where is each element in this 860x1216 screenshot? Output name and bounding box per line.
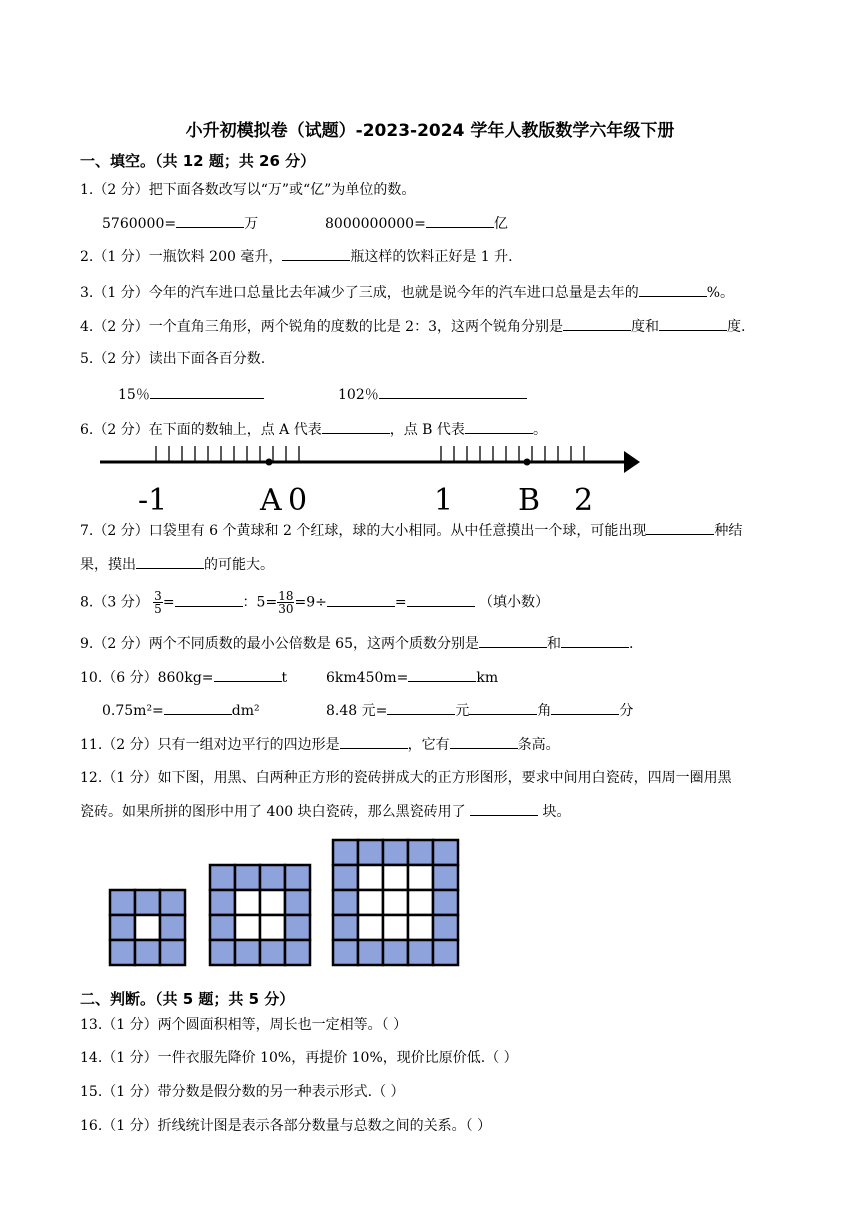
q2-post: 瓶这样的饮料正好是 1 升. — [350, 249, 513, 265]
blue-tile — [433, 915, 458, 940]
white-tile — [383, 915, 408, 940]
number-line — [96, 440, 656, 520]
q10-d-unit-yuan: 元 — [455, 703, 470, 719]
blue-tile — [333, 915, 358, 940]
label-two: 2 — [574, 483, 594, 518]
q3-post: %。 — [706, 285, 735, 301]
blue-tile — [285, 915, 310, 940]
blue-tile — [333, 865, 358, 890]
label-minus-one: -1 — [138, 483, 168, 518]
question-16: 16.（1 分）折线统计图是表示各部分数量与总数之间的关系。（ ） — [80, 1118, 492, 1134]
question-1-part-b — [325, 213, 508, 234]
question-10-part-b — [326, 667, 498, 688]
white-tile — [235, 890, 260, 915]
blue-tile — [433, 840, 458, 865]
blue-tile — [433, 890, 458, 915]
question-13: 13.（1 分）两个圆面积相等，周长也一定相等。（ ） — [80, 1017, 408, 1033]
label-one: 1 — [434, 483, 454, 518]
q9-pre: 9.（2 分）两个不同质数的最小公倍数是 65，这两个质数分别是 — [80, 636, 479, 652]
answer-blank[interactable] — [408, 667, 476, 682]
q11-post: 条高。 — [517, 737, 560, 753]
white-tile — [408, 890, 433, 915]
answer-blank[interactable] — [465, 419, 533, 434]
blue-tile — [260, 940, 285, 965]
blue-tile — [383, 840, 408, 865]
question-5-part-a — [118, 384, 264, 405]
blue-tile — [358, 940, 383, 965]
q11-mid: ，它有 — [407, 737, 450, 753]
blue-tile — [135, 940, 160, 965]
q5-a-text: 15％ — [118, 387, 150, 403]
answer-blank[interactable] — [164, 700, 232, 715]
q6-post: 。 — [532, 422, 547, 438]
q5-b-text: 102％ — [338, 387, 379, 403]
q4-mid: 度和 — [630, 319, 659, 335]
q10-d-unit-fen: 分 — [619, 703, 634, 719]
blue-tile — [408, 840, 433, 865]
question-10-part-a — [80, 667, 287, 688]
question-8 — [80, 590, 549, 615]
answer-blank[interactable] — [327, 592, 395, 607]
answer-blank[interactable] — [450, 734, 518, 749]
question-7-line-1 — [80, 520, 742, 541]
white-tile — [358, 865, 383, 890]
q3-pre: 3.（1 分）今年的汽车进口总量比去年减少了三成，也就是说今年的汽车进口总量是去年的 — [80, 285, 639, 301]
label-a: A — [260, 483, 282, 518]
q1-b-text: 8000000000= — [325, 216, 426, 232]
q10-b-unit: km — [476, 670, 499, 686]
blue-tile — [210, 865, 235, 890]
answer-blank[interactable] — [340, 734, 408, 749]
section-heading-fill: 一、填空。（共 12 题；共 26 分） — [80, 152, 316, 170]
fraction-denominator: 30 — [278, 602, 294, 616]
q10-c-text: 0.75m²= — [102, 703, 164, 719]
blue-tile — [160, 940, 185, 965]
white-tile — [383, 865, 408, 890]
answer-blank[interactable] — [479, 633, 547, 648]
q6-pre: 6.（2 分）在下面的数轴上，点 A 代表 — [80, 422, 322, 438]
question-7-line-2 — [80, 554, 274, 575]
fraction-numerator: 18 — [278, 589, 294, 603]
white-tile — [358, 915, 383, 940]
answer-blank[interactable] — [407, 592, 475, 607]
question-5-stem: 5.（2 分）读出下面各百分数. — [80, 351, 266, 367]
question-1-stem: 1.（2 分）把下面各数改写以“万”或“亿”为单位的数。 — [80, 182, 416, 198]
q8-div: =9÷ — [294, 594, 327, 611]
q7-pre: 7.（2 分）口袋里有 6 个黄球和 2 个红球，球的大小相同。从中任意摸出一个球，可能出现 — [80, 523, 647, 539]
q4-post: 度. — [726, 319, 746, 335]
q10-a-text: 10.（6 分）860kg= — [80, 670, 214, 686]
q10-a-unit: t — [281, 670, 288, 686]
blue-tile — [110, 915, 135, 940]
q12-post: 块。 — [538, 804, 571, 820]
question-10-part-c — [102, 700, 260, 721]
answer-blank[interactable] — [639, 282, 707, 297]
blue-tile — [333, 940, 358, 965]
blue-tile — [235, 865, 260, 890]
q8-eq2: = — [394, 594, 407, 611]
blue-tile — [135, 890, 160, 915]
q1-b-unit: 亿 — [493, 216, 508, 232]
white-tile — [408, 915, 433, 940]
blue-tile — [285, 890, 310, 915]
answer-blank[interactable] — [561, 633, 629, 648]
blue-tile — [358, 840, 383, 865]
question-12-line-2 — [80, 801, 571, 822]
tile-pattern-figures — [108, 838, 488, 974]
white-tile — [408, 865, 433, 890]
blue-tile — [285, 940, 310, 965]
blue-tile — [110, 940, 135, 965]
question-14: 14.（1 分）一件衣服先降价 10%，再提价 10%，现价比原价低.（ ） — [80, 1050, 518, 1066]
white-tile — [358, 890, 383, 915]
q1-a-unit: 万 — [244, 216, 259, 232]
answer-blank[interactable] — [322, 419, 390, 434]
q10-d-unit-jiao: 角 — [537, 703, 552, 719]
answer-blank[interactable] — [379, 384, 527, 399]
blue-tile — [110, 890, 135, 915]
question-10-part-d — [326, 700, 633, 721]
question-6 — [80, 419, 547, 440]
answer-blank[interactable] — [470, 801, 538, 816]
q1-a-text: 5760000= — [102, 216, 177, 232]
q7-line2-pre: 果，摸出 — [80, 557, 136, 573]
answer-blank[interactable] — [646, 520, 714, 535]
question-12-line-1: 12.（1 分）如下图，用黑、白两种正方形的瓷砖拼成大的正方形图形，要求中间用白瓷砖，四周一圈用黑 — [80, 770, 732, 786]
fraction-18-30 — [277, 590, 294, 615]
fraction-3-5 — [153, 590, 163, 615]
answer-blank[interactable] — [176, 213, 244, 228]
blue-tile — [333, 840, 358, 865]
question-3 — [80, 282, 734, 303]
blue-tile — [285, 865, 310, 890]
answer-blank[interactable] — [150, 384, 264, 399]
question-9 — [80, 633, 633, 654]
blue-tile — [433, 865, 458, 890]
answer-blank[interactable] — [551, 700, 619, 715]
answer-blank[interactable] — [136, 554, 204, 569]
q10-d-text: 8.48 元= — [326, 703, 388, 719]
blue-tile — [210, 915, 235, 940]
tick-marks — [156, 446, 584, 462]
question-2 — [80, 246, 513, 267]
question-11 — [80, 734, 560, 755]
label-b: B — [518, 483, 541, 518]
answer-blank[interactable] — [469, 700, 537, 715]
fraction-denominator: 5 — [154, 602, 162, 616]
answer-blank[interactable] — [214, 667, 282, 682]
white-tile — [135, 915, 160, 940]
number-line-arrow — [624, 451, 640, 473]
answer-blank[interactable] — [426, 213, 494, 228]
blue-tile — [160, 890, 185, 915]
blue-tile — [210, 940, 235, 965]
answer-blank[interactable] — [563, 316, 631, 331]
label-zero: 0 — [288, 483, 308, 518]
blue-tile — [260, 865, 285, 890]
q8-colon: ：5= — [242, 594, 278, 611]
point-b — [524, 459, 531, 466]
section-heading-judge: 二、判断。（共 5 题；共 5 分） — [80, 990, 295, 1008]
q8-pre: 8.（3 分） — [80, 594, 149, 611]
white-tile — [383, 890, 408, 915]
q10-c-unit: dm² — [231, 703, 260, 719]
question-1-part-a — [102, 213, 258, 234]
question-4 — [80, 316, 745, 337]
blue-tile — [160, 915, 185, 940]
blue-tile — [433, 940, 458, 965]
q7-mid: 种结 — [714, 523, 743, 539]
blue-tile — [235, 940, 260, 965]
q9-post: . — [628, 636, 634, 652]
page-title: 小升初模拟卷（试题）-2023-2024 学年人教版数学六年级下册 — [185, 121, 675, 141]
q12-pre: 瓷砖。如果所拼的图形中用了 400 块白瓷砖，那么黑瓷砖用了 — [80, 804, 471, 820]
answer-blank[interactable] — [387, 700, 455, 715]
white-tile — [260, 890, 285, 915]
blue-tile — [408, 940, 433, 965]
question-15: 15.（1 分）带分数是假分数的另一种表示形式.（ ） — [80, 1084, 405, 1100]
q2-pre: 2.（1 分）一瓶饮料 200 毫升， — [80, 249, 283, 265]
answer-blank[interactable] — [659, 316, 727, 331]
q9-mid: 和 — [546, 636, 561, 652]
q8-eq: = — [162, 594, 175, 611]
q11-pre: 11.（2 分）只有一组对边平行的四边形是 — [80, 737, 340, 753]
answer-blank[interactable] — [175, 592, 243, 607]
q6-mid: ，点 B 代表 — [389, 422, 465, 438]
q4-pre: 4.（2 分）一个直角三角形，两个锐角的度数的比是 2：3，这两个锐角分别是 — [80, 319, 563, 335]
q8-note: （填小数） — [479, 594, 550, 611]
white-tile — [235, 915, 260, 940]
point-a — [266, 459, 273, 466]
blue-tile — [383, 940, 408, 965]
q10-b-text: 6km450m= — [326, 670, 409, 686]
blue-tile — [210, 890, 235, 915]
answer-blank[interactable] — [282, 246, 350, 261]
q7-line2-post: 的可能大。 — [204, 557, 274, 573]
fraction-numerator: 3 — [154, 589, 162, 603]
question-5-part-b — [338, 384, 527, 405]
blue-tile — [333, 890, 358, 915]
white-tile — [260, 915, 285, 940]
